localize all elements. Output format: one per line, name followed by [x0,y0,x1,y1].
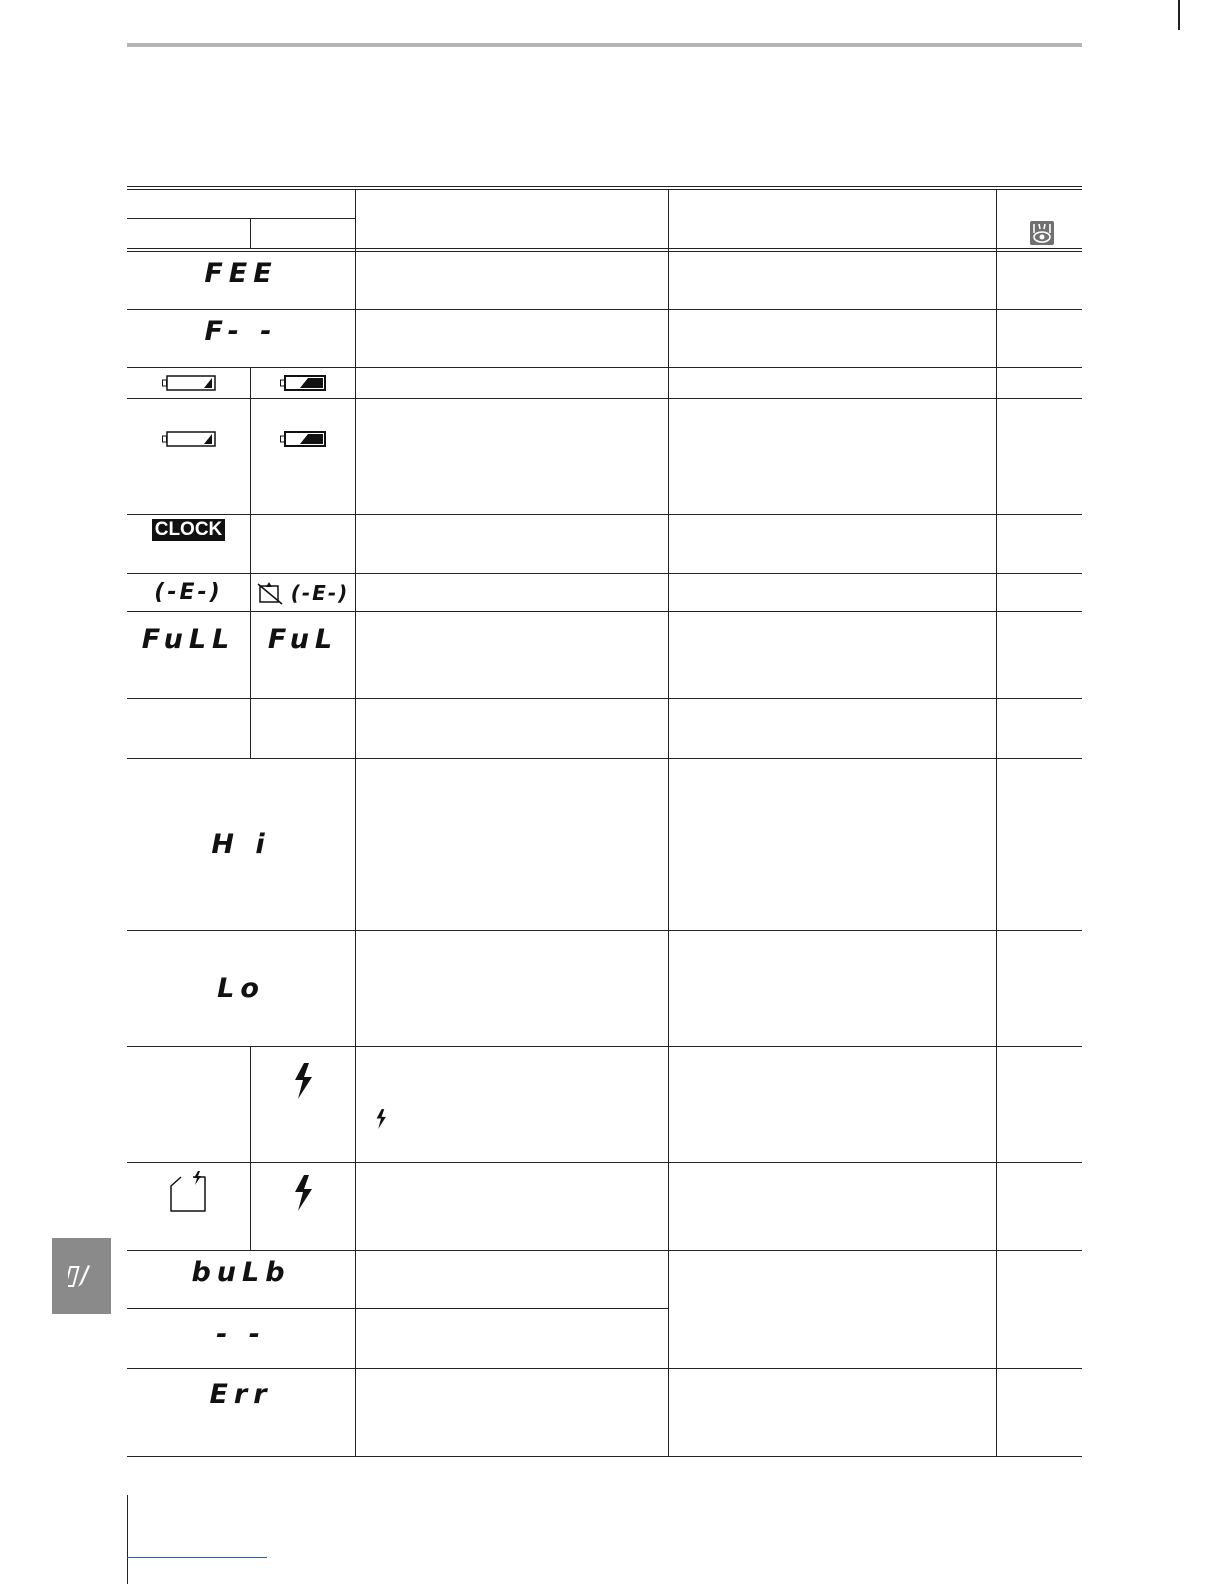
no-memory-card-icon [257,581,285,605]
flash-ready-frame-icon [127,1163,250,1250]
indicator-ful: FuL [267,624,339,655]
column-subrule [250,698,251,758]
memory-warning-label: (-E-) [290,580,350,605]
indicator-lo: Lo [217,973,265,1004]
flash-icon [372,1107,390,1131]
flash-icon [251,1163,355,1250]
indicator-fee: FEE [204,258,278,289]
indicator-err: Err [209,1379,273,1410]
flash-icon [251,1047,355,1162]
footer-rule [127,1495,128,1584]
no-memory-card-indicator [251,574,355,611]
indicator-bulb: buLb [191,1257,291,1288]
column-rule [355,189,356,1456]
reference-page-icon [1030,221,1054,245]
header-double-rule [127,189,1082,190]
battery-empty-icon [251,399,355,514]
notes-tab[interactable] [52,1238,111,1314]
battery-low-icon [127,399,250,514]
top-rule [127,43,1082,47]
header-subrule [127,218,355,219]
header-bottom-rule [127,248,1082,249]
indicator-dashes: - - [216,1319,266,1350]
clock-label: CLOCK [152,519,226,541]
column-rule [996,189,997,1456]
row-divider [127,514,1082,515]
indicator-full: FuLL [141,624,236,655]
clock-indicator [127,515,250,573]
battery-low-icon [127,368,250,398]
column-rule [668,189,669,1456]
footer-link-underline [127,1557,267,1558]
column-subrule [250,218,251,248]
indicator-table [127,186,1082,1457]
battery-empty-icon [251,368,355,398]
indicator-f-dashes: F- - [204,316,278,347]
column-subrule [250,514,251,573]
crop-mark [1178,0,1180,30]
notes-tab-icon [68,1261,96,1291]
indicator-memory-warning: (-E-) [154,580,223,605]
row-divider [127,698,1082,699]
indicator-hi: H i [211,829,271,860]
